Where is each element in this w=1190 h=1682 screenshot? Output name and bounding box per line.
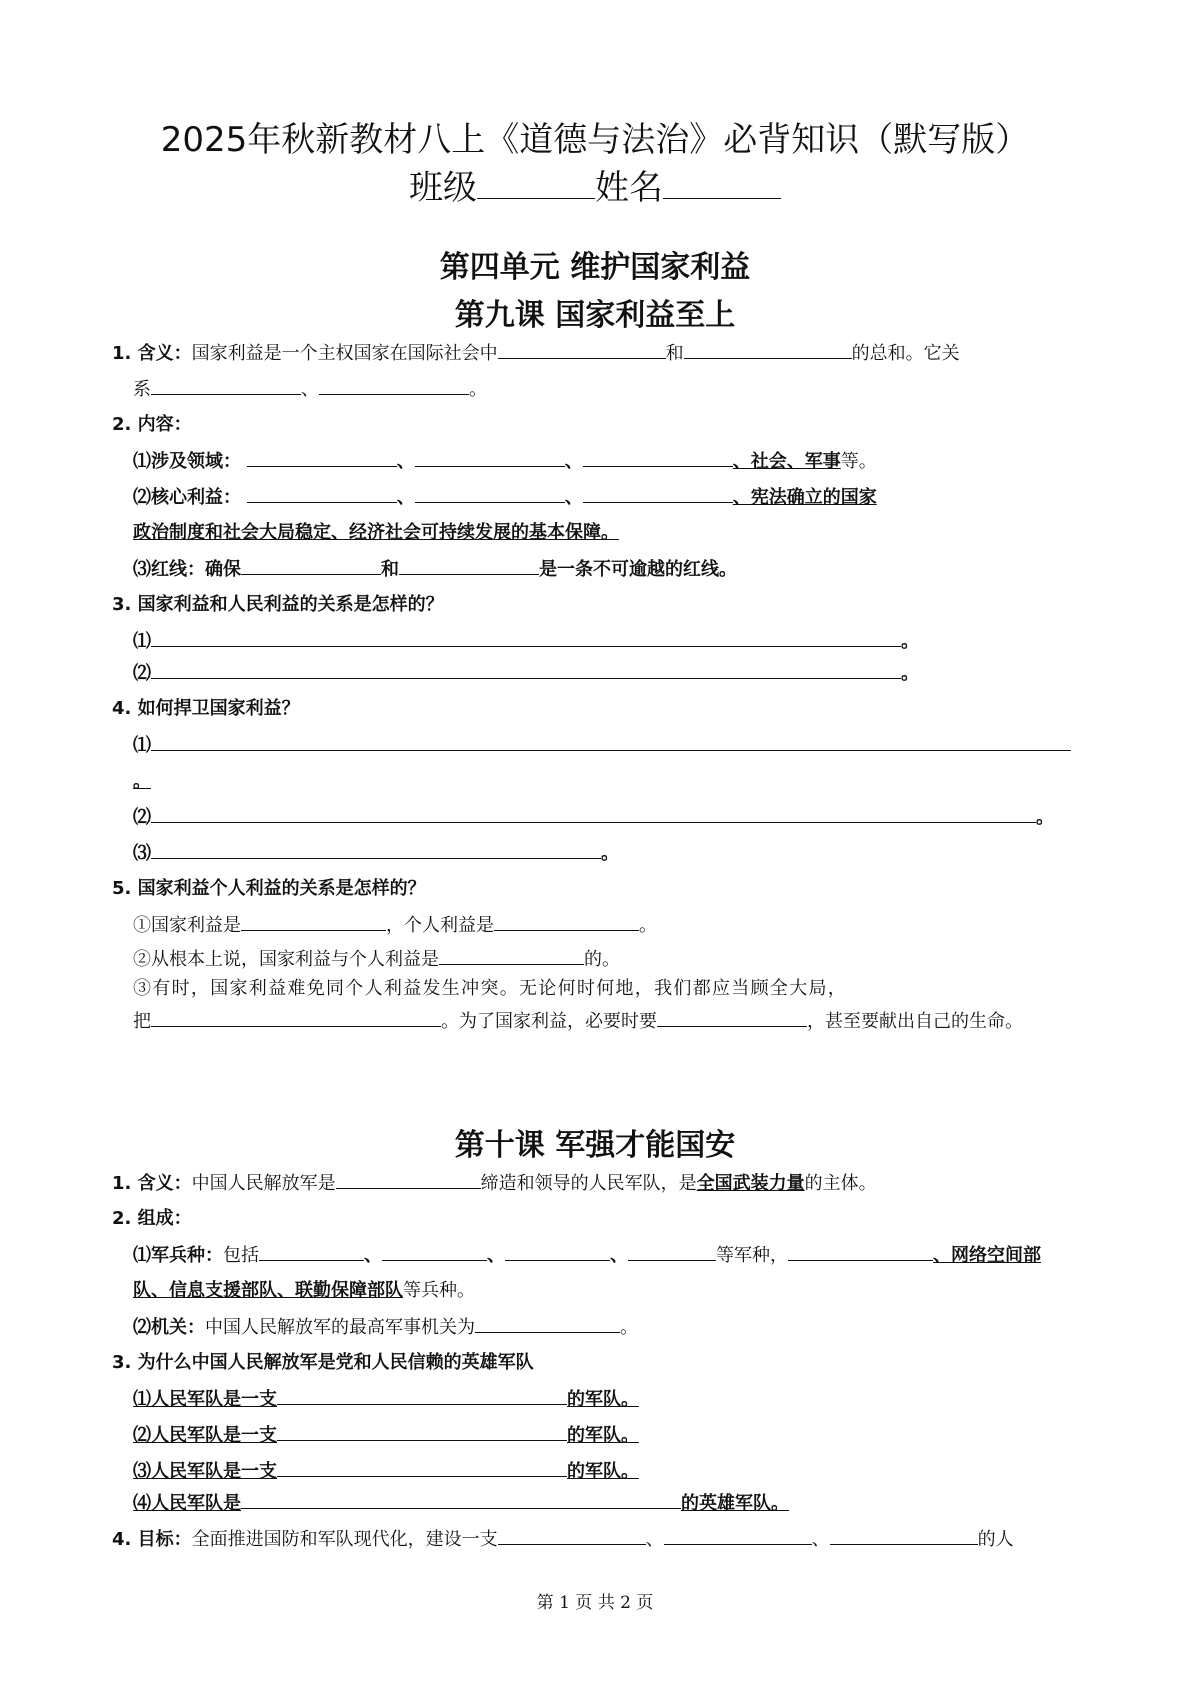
l10-q3-1-a: ⑴人民军队是一支: [133, 1389, 277, 1410]
l9-q5-3b: 把: [133, 1011, 151, 1032]
l10-q1-c: 全国武装力量: [696, 1173, 805, 1194]
l9-q2-3: [133, 556, 1101, 583]
l9-q2-heading: 2. 内容：: [112, 414, 192, 435]
l10-q3-2-blank[interactable]: [277, 1422, 567, 1441]
l9-q2-1-end: 等。: [840, 451, 877, 472]
l9-q5-3-cont: [133, 1008, 1101, 1035]
l10-q2-1-cont: [133, 1278, 1101, 1304]
l10-q2-1-c: 、网络空间部: [933, 1245, 1041, 1266]
l9-q3-1: [133, 628, 1101, 655]
l10-q4-blank-2[interactable]: [664, 1526, 812, 1545]
name-blank[interactable]: [663, 180, 781, 199]
page-title: 2025年秋新教材八上《道德与法治》必背知识（默写版）: [160, 120, 1030, 160]
l9-q2-2-blank-3[interactable]: [583, 484, 733, 503]
l9-q2-3-blank-1[interactable]: [241, 556, 381, 575]
l9-q2-2-sep-2: 、: [564, 487, 583, 508]
l9-q4-1-end: 。: [133, 771, 151, 792]
l9-q5-3: ③有时，国家利益难免同个人利益发生冲突。无论何时何地，我们都应当顾全大局，: [133, 978, 848, 999]
l10-q3-1: [133, 1386, 1101, 1413]
l10-q3-2-tail: 的军队。: [567, 1425, 639, 1446]
class-label: 班级: [409, 168, 477, 208]
l9-q5-1a: ①国家利益是: [133, 915, 241, 936]
class-blank[interactable]: [477, 180, 595, 199]
l9-q5-3d: ，甚至要献出自己的生命。: [807, 1011, 1023, 1032]
l9-q1-blank-2[interactable]: [684, 340, 852, 359]
l9-q1-line1: [112, 340, 1080, 367]
l9-q2-2: [133, 484, 1101, 511]
l9-q5-2-blank[interactable]: [439, 946, 584, 965]
l9-q4-3: [133, 840, 1101, 867]
l10-q3-2-a: ⑵人民军队是一支: [133, 1425, 277, 1446]
l10-q4-tail: 的人: [977, 1529, 1014, 1550]
l9-q1-blank-4[interactable]: [319, 376, 469, 395]
l10-q3-1-tail: 的军队。: [567, 1389, 639, 1410]
l9-q2-3-label: ⑶红线：确保: [133, 559, 241, 580]
l9-q1-end: 。: [469, 379, 487, 400]
l9-q1-text-a: 国家利益是一个主权国家在国际社会中: [191, 343, 498, 364]
l9-q2-1-blank-3[interactable]: [583, 448, 733, 467]
l10-q2-2-a: 中国人民解放军的最高军事机关为: [205, 1317, 475, 1338]
l9-q2-1-sep-1: 、: [396, 451, 415, 472]
l9-q5-heading: 5. 国家利益个人利益的关系是怎样的？: [112, 878, 426, 899]
l10-q3-heading: 3. 为什么中国人民解放军是党和人民信赖的英雄军队: [112, 1352, 534, 1373]
l9-q5-1-end: 。: [639, 915, 657, 936]
l9-q5-1: [133, 912, 1101, 939]
l9-q2-1-label: ⑴涉及领域：: [133, 451, 241, 472]
l10-q2-1-blank-4[interactable]: [628, 1242, 716, 1261]
l9-q2-1-blank-2[interactable]: [415, 448, 565, 467]
l10-q2-1-sep-3: 、: [610, 1245, 628, 1266]
l9-q5-1b: ，个人利益是: [386, 915, 494, 936]
class-name-line: [0, 160, 1190, 209]
l9-q1-text-c: 系: [133, 379, 151, 400]
l9-q4-1-blank[interactable]: [151, 732, 1071, 751]
l9-q3-1-blank[interactable]: [151, 628, 901, 647]
l9-q2-1-blank-1[interactable]: [247, 448, 397, 467]
l9-q2-3-tail: 是一条不可逾越的红线。: [539, 559, 737, 580]
l10-q2-2: [133, 1314, 1101, 1341]
l9-q1-blank-1[interactable]: [498, 340, 666, 359]
l9-q2-2-label: ⑵核心利益：: [133, 487, 241, 508]
l9-q2-2-blank-1[interactable]: [247, 484, 397, 503]
l9-q3-1-num: ⑴: [133, 631, 151, 652]
l10-q1-number: 1. 含义：: [112, 1173, 192, 1194]
l10-q4-sep-2: 、: [811, 1529, 830, 1550]
l9-q5-1-blank-2[interactable]: [494, 912, 639, 931]
l9-q3-2: [133, 660, 1101, 687]
l9-q5-3c: 。为了国家利益，必要时要: [441, 1011, 657, 1032]
l10-q1-d: 的主体。: [804, 1173, 877, 1194]
l10-q2-1: [133, 1242, 1101, 1269]
l9-q4-3-end: 。: [601, 843, 619, 864]
name-label: 姓名: [595, 168, 663, 208]
l10-q3-3-a: ⑶人民军队是一支: [133, 1461, 277, 1482]
l10-q4-blank-1[interactable]: [498, 1526, 646, 1545]
l10-q4-blank-3[interactable]: [830, 1526, 978, 1545]
l10-q1-b: 缔造和领导的人民军队，是: [480, 1173, 697, 1194]
l10-q3-3-tail: 的军队。: [567, 1461, 639, 1482]
l9-q1-text-b: 的总和。它关: [851, 343, 960, 364]
l9-q4-2-end: 。: [1036, 807, 1054, 828]
l9-q1-sep: 、: [301, 379, 319, 400]
l9-q4-3-num: ⑶: [133, 843, 151, 864]
l10-q2-1-label: ⑴军兵种：: [133, 1245, 223, 1266]
l9-q3-2-blank[interactable]: [151, 660, 901, 679]
l10-q2-1-e: 等兵种。: [403, 1280, 475, 1301]
l9-q3-1-end: 。: [901, 631, 919, 652]
l9-q1-number: 1. 含义：: [112, 343, 192, 364]
l10-q2-1-blank-1[interactable]: [259, 1242, 364, 1261]
l9-q2-2-cont: 政治制度和社会大局稳定、经济社会可持续发展的基本保障。: [133, 522, 619, 543]
l10-q2-2-blank[interactable]: [475, 1314, 620, 1333]
l9-q3-2-num: ⑵: [133, 663, 151, 684]
l10-q3-2: [133, 1422, 1101, 1449]
l9-q5-2: [133, 946, 1101, 973]
l9-q2-1: [133, 448, 1101, 475]
l9-q1-line2: [133, 376, 1101, 403]
l10-q2-2-label: ⑵机关：: [133, 1317, 205, 1338]
l10-q2-1-b: 等军种，: [716, 1245, 788, 1266]
l10-q2-heading: 2. 组成：: [112, 1208, 192, 1229]
l9-q2-3-and: 和: [381, 559, 399, 580]
l10-q4-number: 4. 目标：: [112, 1529, 192, 1550]
l10-q2-1-blank-3[interactable]: [505, 1242, 610, 1261]
l9-q3-heading: 3. 国家利益和人民利益的关系是怎样的？: [112, 594, 444, 615]
l10-q2-1-d: 队、信息支援部队、联勤保障部队: [133, 1280, 403, 1301]
l9-q2-3-blank-2[interactable]: [399, 556, 539, 575]
l9-q2-2-blank-2[interactable]: [415, 484, 565, 503]
l10-q2-1-blank-5[interactable]: [788, 1242, 933, 1261]
l9-q5-2b: 的。: [584, 949, 620, 970]
l9-q2-1-sep-2: 、: [564, 451, 583, 472]
l10-q3-3: [133, 1458, 1101, 1485]
l10-q2-1-a: 包括: [223, 1245, 259, 1266]
l9-q5-2a: ②从根本上说，国家利益与个人利益是: [133, 949, 439, 970]
l9-q2-2-sep-1: 、: [396, 487, 415, 508]
l10-q3-1-blank[interactable]: [277, 1386, 567, 1405]
l9-q4-1-num: ⑴: [133, 735, 151, 756]
l9-q5-3-blank-1[interactable]: [151, 1008, 441, 1027]
l9-q4-1: [133, 732, 1101, 759]
l10-q3-4: [133, 1490, 1101, 1517]
lesson10-heading: 第十课 军强才能国安: [454, 1128, 736, 1163]
l10-q3-3-blank[interactable]: [277, 1458, 567, 1477]
l10-q4-a: 全面推进国防和军队现代化，建设一支: [191, 1529, 498, 1550]
l9-q4-2-num: ⑵: [133, 807, 151, 828]
l10-q2-1-sep-1: 、: [364, 1245, 382, 1266]
l9-q3-2-end: 。: [901, 663, 919, 684]
l9-q1-and: 和: [665, 343, 684, 364]
l10-q2-1-sep-2: 、: [487, 1245, 505, 1266]
l10-q2-1-blank-2[interactable]: [382, 1242, 487, 1261]
l9-q4-2-blank[interactable]: [151, 804, 1036, 823]
lesson9-heading: 第九课 国家利益至上: [454, 298, 736, 333]
unit-heading: 第四单元 维护国家利益: [439, 250, 751, 285]
l9-q4-3-blank[interactable]: [151, 840, 601, 859]
l10-q3-4-blank[interactable]: [241, 1490, 681, 1509]
l9-q1-blank-3[interactable]: [151, 376, 301, 395]
l9-q4-heading: 4. 如何捍卫国家利益？: [112, 698, 300, 719]
l9-q4-1-cont: [133, 768, 1101, 795]
l10-q2-2-end: 。: [620, 1317, 638, 1338]
l9-q5-3-blank-2[interactable]: [657, 1008, 807, 1027]
l10-q3-4-tail: 的英雄军队。: [681, 1493, 789, 1514]
l9-q5-1-blank-1[interactable]: [241, 912, 386, 931]
page-footer: 第 1 页 共 2 页: [536, 1593, 654, 1613]
l10-q4-sep-1: 、: [645, 1529, 664, 1550]
l10-q1-a: 中国人民解放军是: [191, 1173, 336, 1194]
l10-q1: [112, 1170, 1080, 1197]
l9-q4-2: [133, 804, 1101, 831]
l10-q3-4-a: ⑷人民军队是: [133, 1493, 241, 1514]
l9-q2-2-tail: 、宪法确立的国家: [732, 487, 877, 508]
l10-q4: [112, 1526, 1080, 1553]
l9-q2-1-tail: 、社会、军事: [732, 451, 841, 472]
l10-q1-blank[interactable]: [336, 1170, 481, 1189]
